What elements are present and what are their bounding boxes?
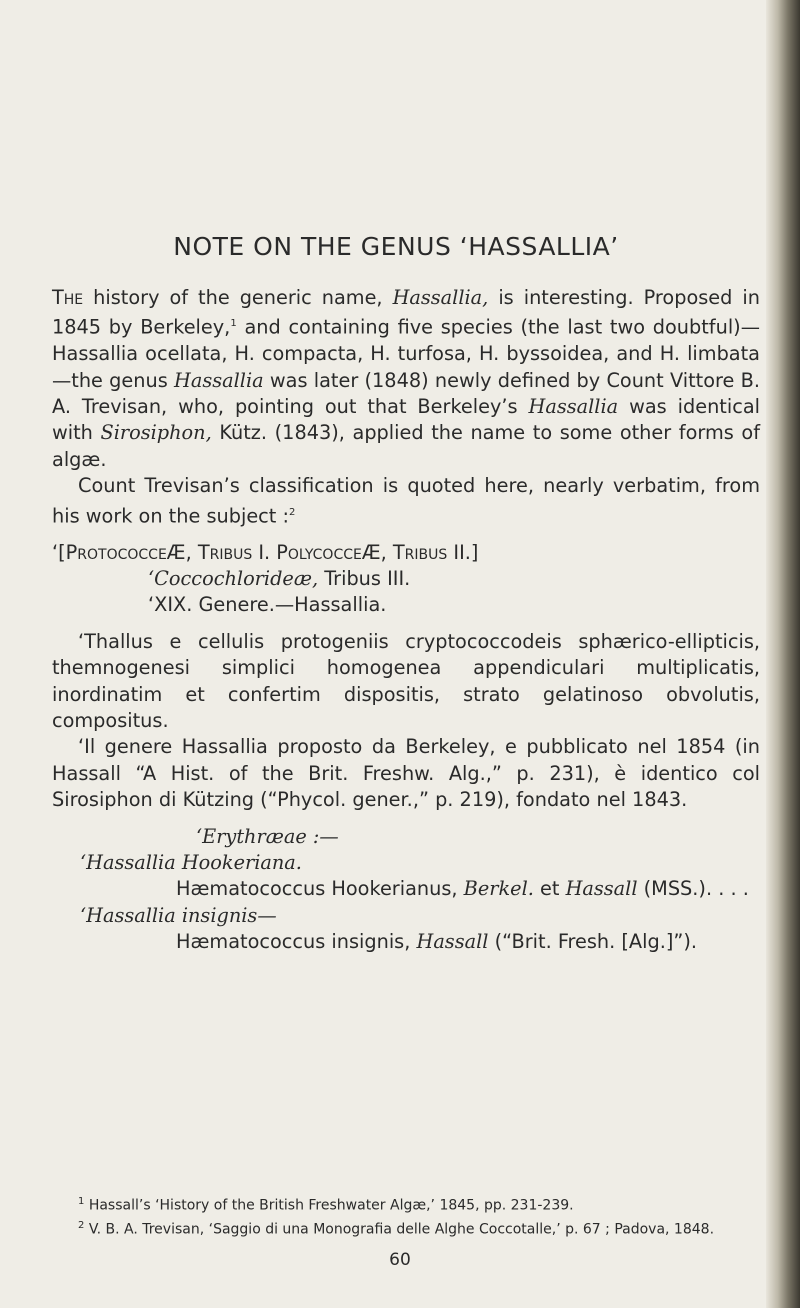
text: Hæmatococcus Hookerianus, (176, 877, 458, 901)
footnote-ref-2: 2 (288, 506, 296, 518)
italic-genus: Hassallia, (392, 286, 489, 309)
page-number: 60 (389, 1250, 411, 1270)
footnote-marker: 1 (78, 1196, 85, 1207)
text: history of the generic name, (93, 286, 383, 309)
footnote-text: Hassall’s ‘History of the British Freshwater Algæ,’ 1845, pp. 231-239. (88, 1197, 574, 1214)
text: was later (1848) newly defined by Count Vittore B. A. Trevisan, who, pointing out that Berkeley’s (52, 368, 760, 419)
quote-synonym-2 (52, 929, 760, 955)
text: (MSS.). . . . (643, 877, 749, 901)
italic-species: ‘Hassallia Hookeriana. (80, 850, 302, 874)
text: (“Brit. Fresh. [Alg.]”). (494, 930, 698, 954)
italic-genus: Hassallia (174, 368, 264, 392)
quote-tribus (52, 566, 760, 592)
footnote-text: V. B. A. Trevisan, ‘Saggio di una Monografia delle Alghe Coccotalle,’ p. 67 ; Padova, 1848. (88, 1221, 715, 1238)
quote-classification: ‘[ProtococceÆ, Tribus I. PolycocceÆ, Tribus II.] (52, 540, 479, 564)
drop-word: The (52, 286, 84, 309)
footnote-ref-1: 1 (230, 318, 237, 330)
page-edge-shadow (766, 0, 800, 1308)
article-body (52, 285, 760, 956)
quote-erythraeae (52, 824, 760, 850)
text: Hæmatococcus insignis, (176, 930, 411, 954)
italic-heading: ‘Erythræae :— (196, 824, 339, 848)
paragraph-2 (52, 473, 760, 529)
footnote-1 (52, 1192, 760, 1216)
text: was identical with (52, 395, 760, 445)
italic-author: Hassall (416, 930, 489, 954)
italic-author: Hassall (565, 877, 638, 901)
text: et (540, 877, 560, 901)
quote-species-1 (52, 850, 760, 876)
text: is interesting. Proposed in 1845 by Berkeley, (52, 286, 760, 339)
text: Kütz. (1843), applied the name to some other forms of algæ. (52, 421, 760, 471)
italic-tribe: ‘Coccochlorideæ, (148, 566, 319, 590)
quote-genere: ‘XIX. Genere.—Hassallia. (148, 593, 387, 617)
italic-species: ‘Hassallia insignis— (80, 903, 277, 927)
italic-genus: Hassallia (528, 395, 619, 419)
quote-species-2 (52, 903, 760, 929)
text: and containing five species (the last two doubtful)—Hassallia ocellata, H. compacta, H. turfosa, H. byssoidea, and H. limbata—the genus (52, 315, 760, 392)
italic-genus: Sirosiphon, (100, 421, 212, 445)
paragraph-1 (52, 285, 760, 473)
footnote-2 (52, 1216, 760, 1240)
footnotes (52, 1192, 760, 1239)
page-title: NOTE ON THE GENUS ‘HASSALLIA’ (173, 232, 619, 261)
text: Count Trevisan’s classification is quoted here, nearly verbatim, from his work on the subject : (52, 474, 760, 528)
quote-synonym-1 (52, 876, 760, 902)
text: Tribus III. (324, 566, 411, 590)
quote-diagnosis: ‘Thallus e cellulis protogeniis cryptococcodeis sphærico-ellipticis, themnogenesi simplici homogenea appendiculari multiplicatis, inordinatim et confertim dispositis, strato gelatinoso obvolutis, compositus. (52, 629, 760, 732)
italic-author: Berkel. (463, 877, 534, 901)
footnote-marker: 2 (78, 1219, 85, 1231)
quote-italian: ‘Il genere Hassallia proposto da Berkeley, e pubblicato nel 1854 (in Hassall “A Hist. of the Brit. Freshw. Alg.,” p. 231), è identico col Sirosiphon di Kützing (“Phycol. gener.,” p. 219), fondato nel 1843. (52, 735, 760, 812)
